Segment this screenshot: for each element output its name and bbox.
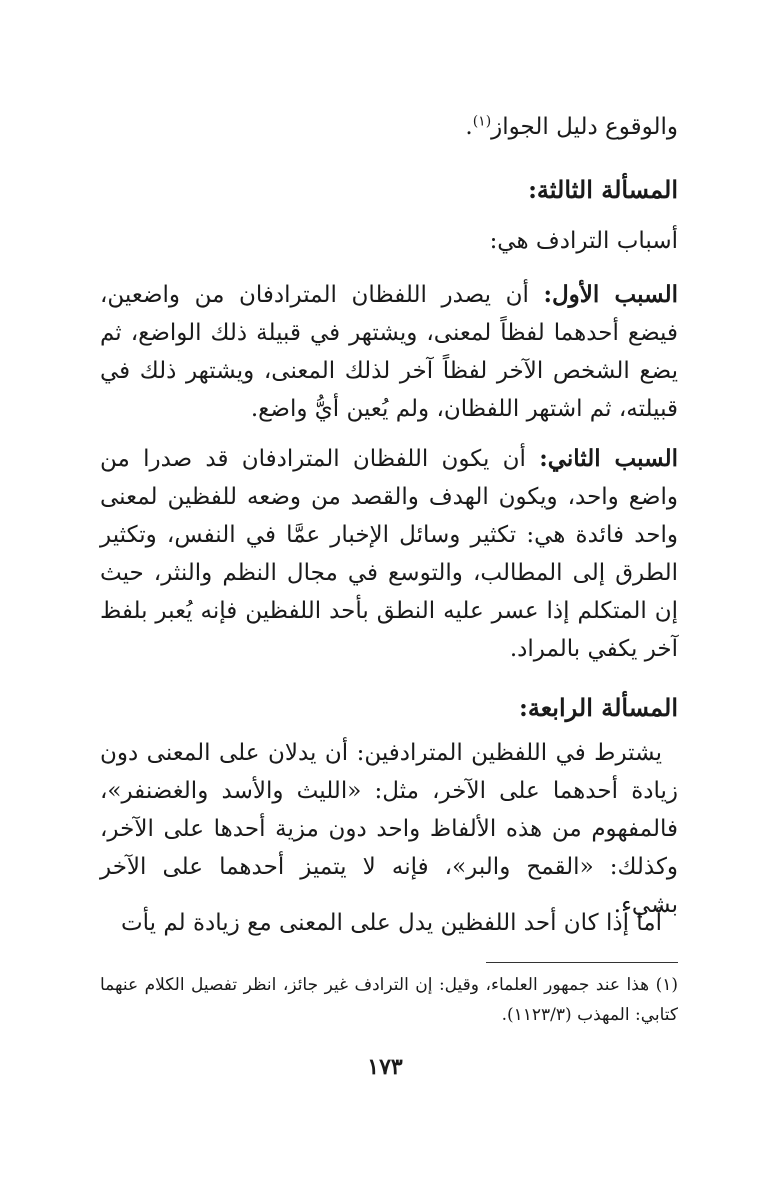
footnote-reference: (١) <box>472 113 492 130</box>
paragraph-condition: يشترط في اللفظين المترادفين: أن يدلان على المعنى دون زيادة أحدهما على الآخر، مثل: «الليث والأسد والغضنفر»، فالمفهوم من هذه الألفاظ واحد دون مزية أحدها على الآخر، وكذلك: «القمح والبر»، فإنه لا يتميز أحدهما على الآخر بشيء. <box>100 740 678 918</box>
opening-text: والوقوع دليل الجواز <box>491 114 678 140</box>
section-heading-fourth-issue: المسألة الرابعة: <box>519 693 678 722</box>
section-heading-third-issue: المسألة الثالثة: <box>528 175 678 204</box>
paragraph-continuation: أما إذا كان أحد اللفظين يدل على المعنى مع زيادة لم يأت <box>121 910 662 936</box>
first-reason-lead: السبب الأول: <box>543 281 678 308</box>
section-intro: أسباب الترادف هي: <box>489 228 678 254</box>
footnote-divider <box>486 962 678 963</box>
first-reason-text: أن يصدر اللفظان المترادفان من واضعين، فيضع أحدهما لفظاً لمعنى، ويشتهر في قبيلة ذلك الواضع، ثم يضع الشخص الآخر لفظاً آخر لذلك المعنى، ويشتهر ذلك في قبيلته، ثم اشتهر اللفظان، ولم يُعين أيُّ واضع. <box>100 282 678 422</box>
second-reason-lead: السبب الثاني: <box>539 445 679 472</box>
page-number: ١٧٣ <box>367 1054 403 1080</box>
opening-line <box>100 108 678 146</box>
paragraph-first-reason <box>100 276 678 428</box>
second-reason-text: أن يكون اللفظان المترادفان قد صدرا من واضع واحد، ويكون الهدف والقصد من وضعه للفظين لمعنى واحد فائدة هي: تكثير وسائل الإخبار عمَّا في النفس، وتكثير الطرق إلى المطالب، والتوسع في مجال النظم والنثر، حيث إن المتكلم إذا عسر عليه النطق بأحد اللفظين فإنه يُعبر بلفظ آخر يكفي بالمراد. <box>100 446 678 662</box>
footnote: (١) هذا عند جمهور العلماء، وقيل: إن الترادف غير جائز، انظر تفصيل الكلام عنهما كتابي: المهذب (١١٢٣/٣). <box>100 975 678 1025</box>
opening-tail: . <box>465 114 473 140</box>
paragraph-second-reason <box>100 440 678 668</box>
